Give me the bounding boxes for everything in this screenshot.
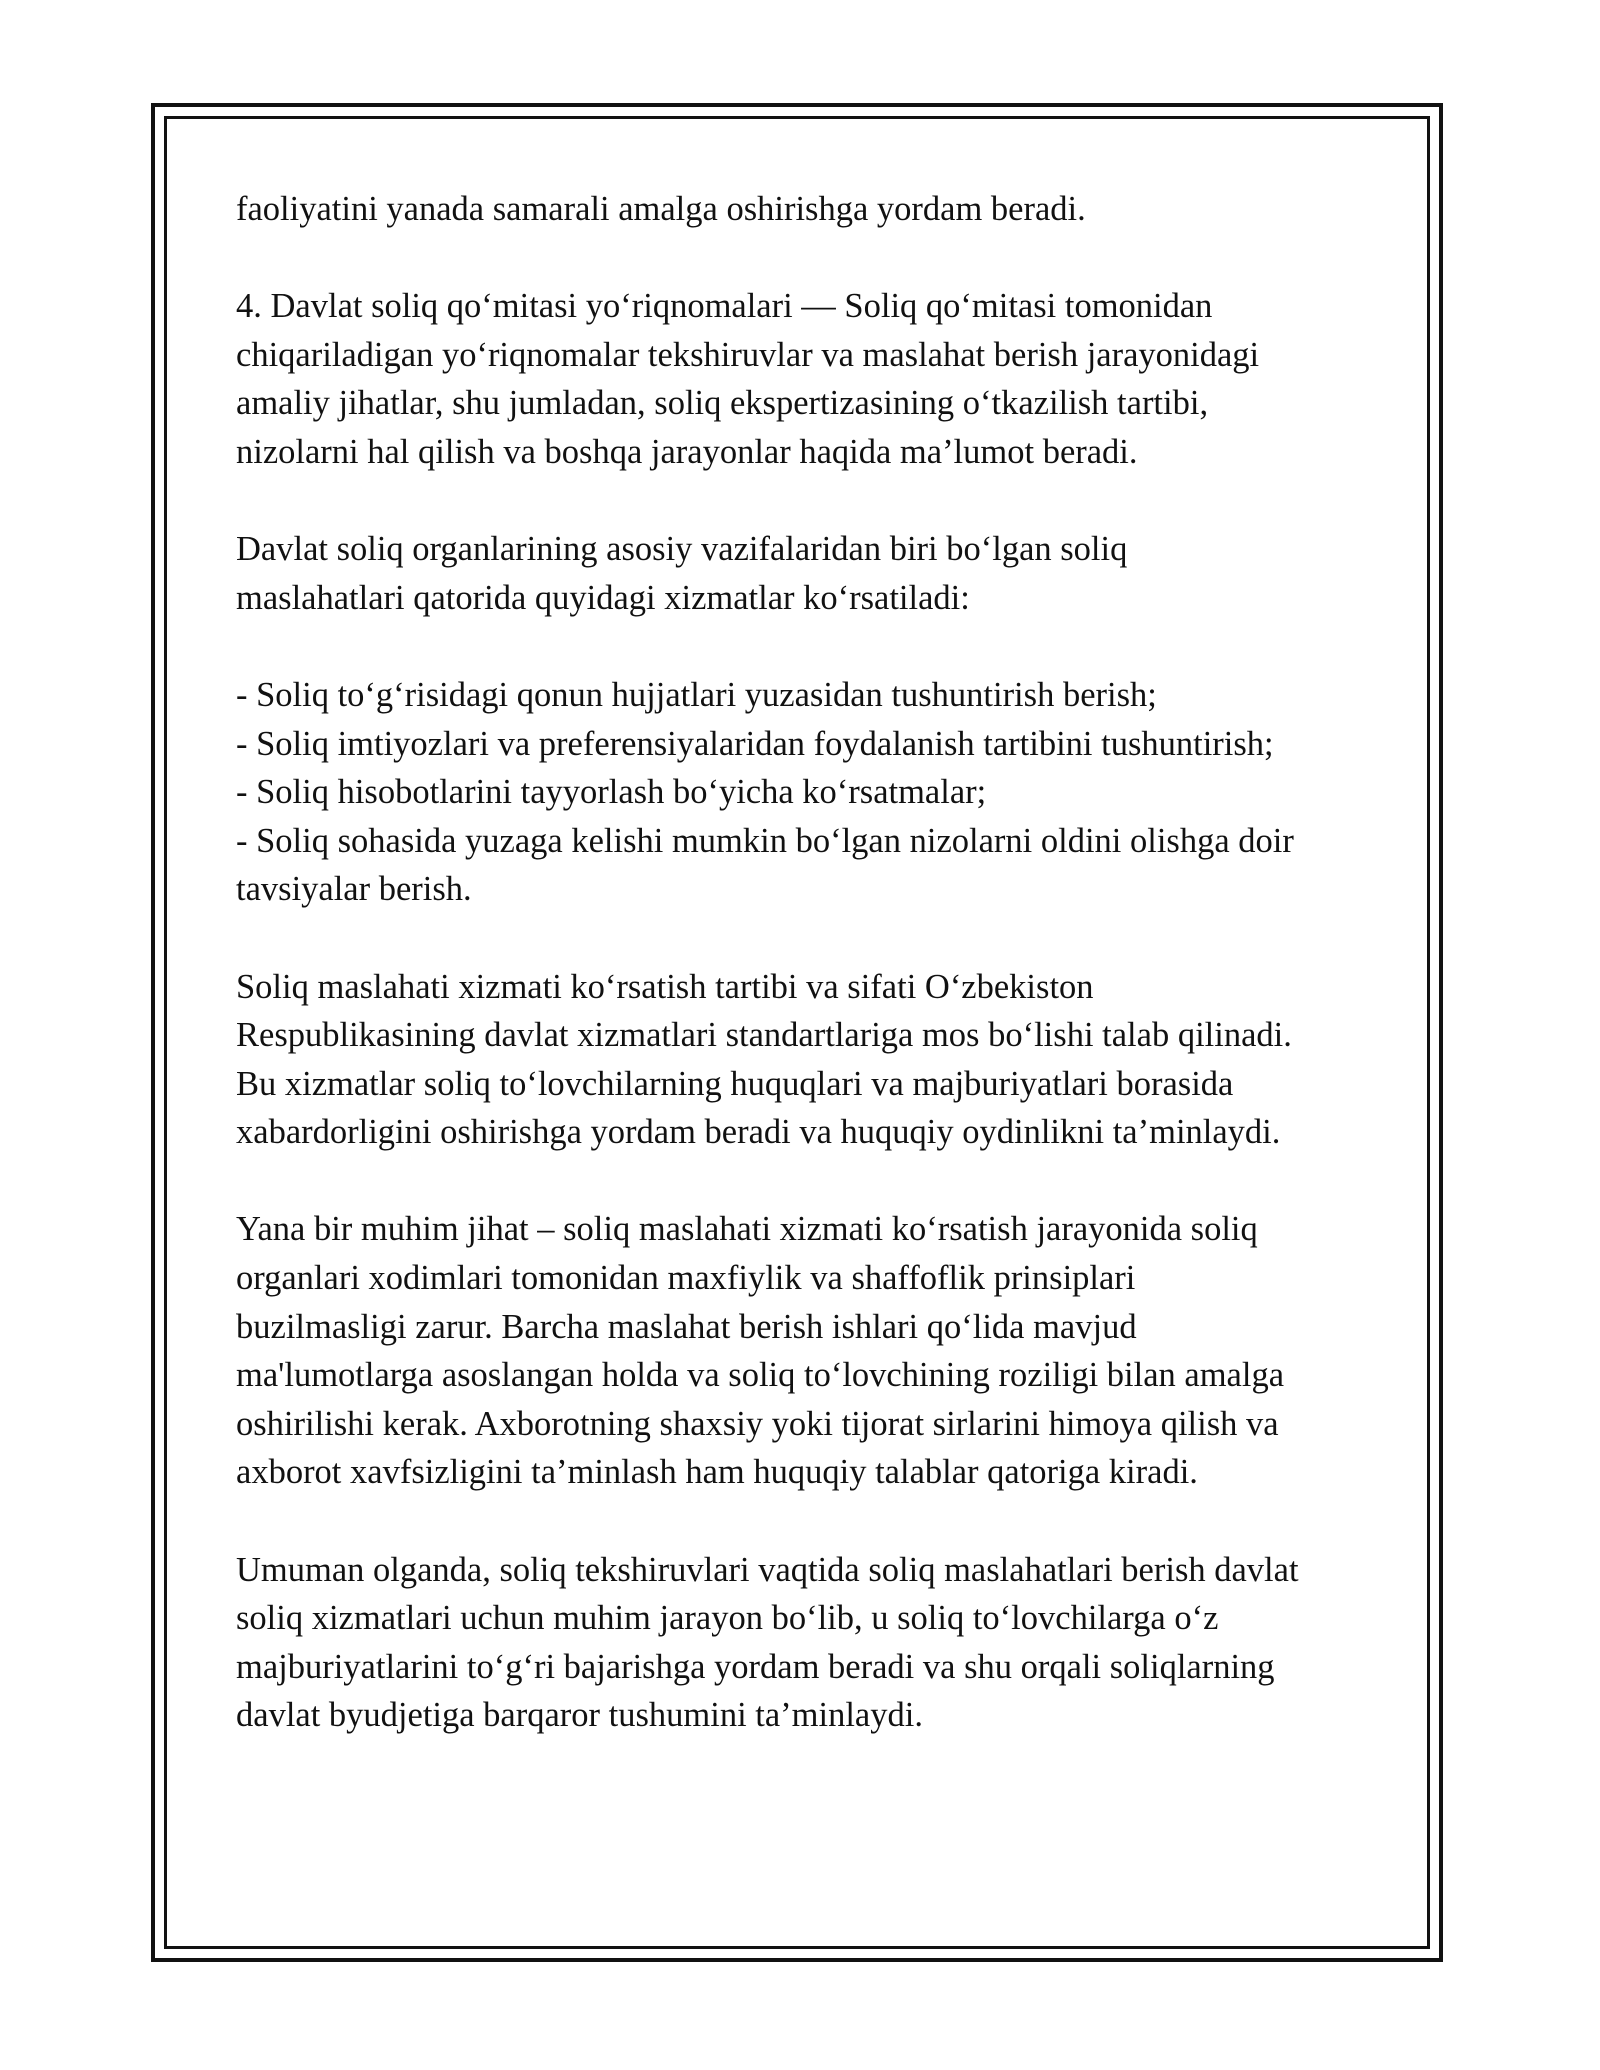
text-line: axborot xavfsizligini ta’minlash ham huquqiy talablar qatoriga kiradi. [236, 1453, 1198, 1492]
paragraph-soliq-qomitasi-yoriqnomalari [236, 282, 1366, 476]
text-line: xabardorligini oshirishga yordam beradi va huquqiy oydinlikni ta’minlaydi. [236, 1113, 1281, 1152]
list-item: - Soliq hisobotlarini tayyorlash bo‘yicha ko‘rsatmalar; [236, 773, 987, 812]
text-line: faoliyatini yanada samarali amalga oshirishga yordam beradi. [236, 190, 1086, 228]
services-list [236, 671, 1366, 914]
paragraph-asosiy-vazifalar [236, 525, 1366, 622]
paragraph-xizmat-tartibi [236, 963, 1366, 1157]
text-line: Umuman olganda, soliq tekshiruvlari vaqtida soliq maslahatlari berish davlat [236, 1550, 1299, 1589]
text-line: soliq xizmatlari uchun muhim jarayon bo‘lib, u soliq to‘lovchilarga o‘z [236, 1599, 1219, 1638]
list-item: - Soliq sohasida yuzaga kelishi mumkin bo‘lgan nizolarni oldini olishga doir [236, 821, 1294, 860]
document-body [236, 185, 1366, 1789]
text-line: Yana bir muhim jihat – soliq maslahati xizmati ko‘rsatish jarayonida soliq [236, 1210, 1258, 1249]
text-line: ma'lumotlarga asoslangan holda va soliq to‘lovchining roziligi bilan amalga [236, 1356, 1285, 1395]
text-line: Davlat soliq organlarining asosiy vazifalaridan biri bo‘lgan soliq [236, 530, 1128, 569]
text-line: davlat byudjetiga barqaror tushumini ta’minlaydi. [236, 1696, 923, 1735]
text-line: maslahatlari qatorida quyidagi xizmatlar ko‘rsatiladi: [236, 578, 970, 617]
list-item: - Soliq imtiyozlari va preferensiyalaridan foydalanish tartibini tushuntirish; [236, 724, 1274, 763]
paragraph-maxfiylik [236, 1205, 1366, 1497]
text-line: majburiyatlarini to‘g‘ri bajarishga yordam beradi va shu orqali soliqlarning [236, 1647, 1275, 1686]
list-item-continuation: tavsiyalar berish. [236, 870, 472, 909]
text-line: oshirilishi kerak. Axborotning shaxsiy yoki tijorat sirlarini himoya qilish va [236, 1404, 1279, 1443]
text-line: organlari xodimlari tomonidan maxfiylik va shaffoflik prinsiplari [236, 1259, 1136, 1298]
paragraph-xulosa [236, 1546, 1366, 1740]
text-line: amaliy jihatlar, shu jumladan, soliq ekspertizasining o‘tkazilish tartibi, [236, 384, 1209, 423]
text-line: buzilmasligi zarur. Barcha maslahat berish ishlari qo‘lida mavjud [236, 1307, 1137, 1346]
text-line: Bu xizmatlar soliq to‘lovchilarning huquqlari va majburiyatlari borasida [236, 1064, 1234, 1103]
text-line: 4. Davlat soliq qo‘mitasi yo‘riqnomalari — Soliq qo‘mitasi tomonidan [236, 287, 1213, 326]
text-line: Soliq maslahati xizmati ko‘rsatish tartibi va sifati O‘zbekiston [236, 967, 1094, 1006]
text-line: chiqariladigan yo‘riqnomalar tekshiruvlar va maslahat berish jarayonidagi [236, 335, 1260, 374]
list-item: - Soliq to‘g‘risidagi qonun hujjatlari yuzasidan tushuntirish berish; [236, 675, 1157, 714]
text-line: Respublikasining davlat xizmatlari standartlariga mos bo‘lishi talab qilinadi. [236, 1016, 1292, 1055]
paragraph-continuation [236, 185, 1366, 234]
text-line: nizolarni hal qilish va boshqa jarayonlar haqida ma’lumot beradi. [236, 432, 1138, 471]
